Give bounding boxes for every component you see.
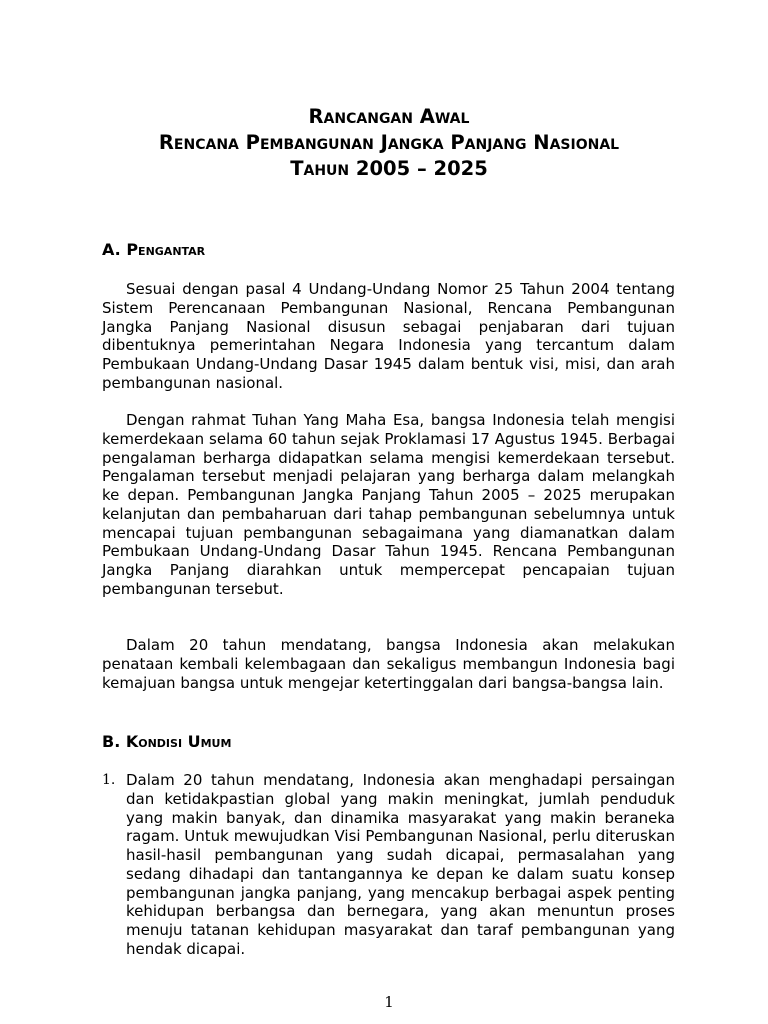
paragraph-pengantar-3: Dalam 20 tahun mendatang, bangsa Indonesia akan melakukan penataan kembali kelembagaan dan sekaligus membangun Indonesia bagi kemajuan bangsa untuk mengejar ketertinggalan dari bangsa-bangsa lain. xyxy=(102,636,675,692)
section-heading-pengantar: A. Pengantar xyxy=(102,240,206,259)
document-title xyxy=(0,104,768,182)
list-item-number: 1. xyxy=(102,772,116,788)
title-line-1: Rancangan Awal xyxy=(308,105,470,128)
title-line-3: Tahun 2005 – 2025 xyxy=(290,157,488,180)
page-number: 1 xyxy=(384,993,394,1011)
title-line-2: Rencana Pembangunan Jangka Panjang Nasional xyxy=(158,131,620,154)
section-heading-kondisi-umum: B. Kondisi Umum xyxy=(102,732,232,751)
list-item-text: Dalam 20 tahun mendatang, Indonesia akan menghadapi persaingan dan ketidakpastian global yang makin meningkat, jumlah penduduk yang makin banyak, dan dinamika masyarakat yang makin beraneka ragam. Untuk mewujudkan Visi Pembangunan Nasional, perlu diteruskan hasil-hasil pembangunan yang sudah dicapai, permasalahan yang sedang dihadapi dan tantangannya ke depan ke dalam suatu konsep pembangunan jangka panjang, yang mencakup berbagai aspek penting kehidupan berbangsa dan bernegara, yang akan menuntun proses menuju tatanan kehidupan masyarakat dan taraf pembangunan yang hendak dicapai. xyxy=(126,771,675,958)
paragraph-pengantar-1: Sesuai dengan pasal 4 Undang-Undang Nomor 25 Tahun 2004 tentang Sistem Perencanaan Pembangunan Nasional, Rencana Pembangunan Jangka Panjang Nasional disusun sebagai penjabaran dari tujuan dibentuknya pemerintahan Negara Indonesia yang tercantum dalam Pembukaan Undang-Undang Dasar 1945 dalam bentuk visi, misi, dan arah pembangunan nasional. xyxy=(102,280,675,392)
paragraph-pengantar-2: Dengan rahmat Tuhan Yang Maha Esa, bangsa Indonesia telah mengisi kemerdekaan selama 60 tahun sejak Proklamasi 17 Agustus 1945. Berbagai pengalaman berharga didapatkan selama mengisi kemerdekaan tersebut. Pengalaman tersebut menjadi pelajaran yang berharga dalam melangkah ke depan. Pembangunan Jangka Panjang Tahun 2005 – 2025 merupakan kelanjutan dan pembaharuan dari tahap pembangunan sebelumnya untuk mencapai tujuan pembangunan sebagaimana yang diamanatkan dalam Pembukaan Undang-Undang Dasar Tahun 1945. Rencana Pembangunan Jangka Panjang diarahkan untuk mempercepat pencapaian tujuan pembangunan tersebut. xyxy=(102,411,675,598)
